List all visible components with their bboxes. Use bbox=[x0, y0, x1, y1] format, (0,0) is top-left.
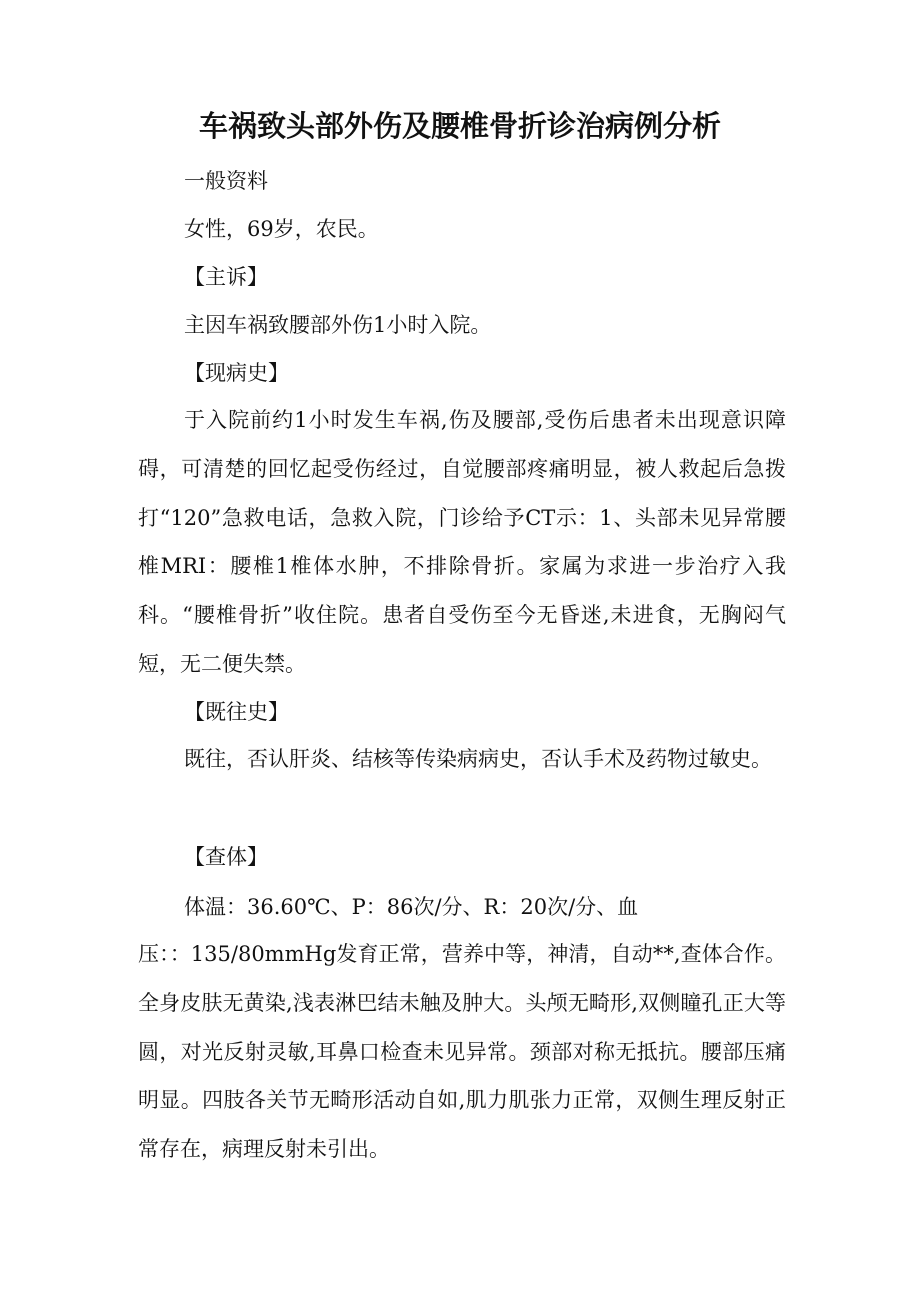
chief-complaint-text: 主因车祸致腰部外伤1小时入院。 bbox=[184, 313, 492, 337]
past-history-heading: 【既往史】 bbox=[184, 700, 289, 724]
past-history-text: 既往，否认肝炎、结核等传染病病史，否认手术及药物过敏史。 bbox=[184, 747, 772, 771]
physical-exam-text: 压：：135/80mmHg发育正常，营养中等，神清，自动**,查体合作。全身皮肤无黄染,浅表淋巴结未触及肿大。头颅无畸形,双侧瞳孔正大等圆，对光反射灵敏,耳鼻口检查未见异常。颈部对称无抵抗。腰部压痛明显。四肢各关节无畸形活动自如,肌力肌张力正常，双侧生理反射正常存在，病理反射未引出。 bbox=[138, 942, 786, 1162]
present-history-text: 于入院前约1小时发生车祸,伤及腰部,受伤后患者未出现意识障碍，可清楚的回忆起受伤经过，自觉腰部疼痛明显，被人救起后急拨打“120”急救电话，急救入院，门诊给予CT示：1、头部未见异常腰椎MRI：腰椎1椎体水肿，不排除骨折。家属为求进一步治疗入我科。“腰椎骨折”收住院。患者自受伤至今无昏迷,未进食，无胸闷气短，无二便失禁。 bbox=[138, 408, 786, 676]
present-history-heading: 【现病史】 bbox=[184, 361, 289, 385]
physical-exam-vitals-line: 体温：36.60℃、P：86次/分、R：20次/分、血 bbox=[184, 895, 639, 919]
general-info-heading: 一般资料 bbox=[184, 169, 268, 193]
physical-exam-heading: 【查体】 bbox=[184, 845, 268, 869]
chief-complaint-heading: 【主诉】 bbox=[184, 265, 268, 289]
general-info-text: 女性，69岁，农民。 bbox=[184, 217, 379, 241]
document-title: 车祸致头部外伤及腰椎骨折诊治病例分析 bbox=[198, 109, 721, 143]
